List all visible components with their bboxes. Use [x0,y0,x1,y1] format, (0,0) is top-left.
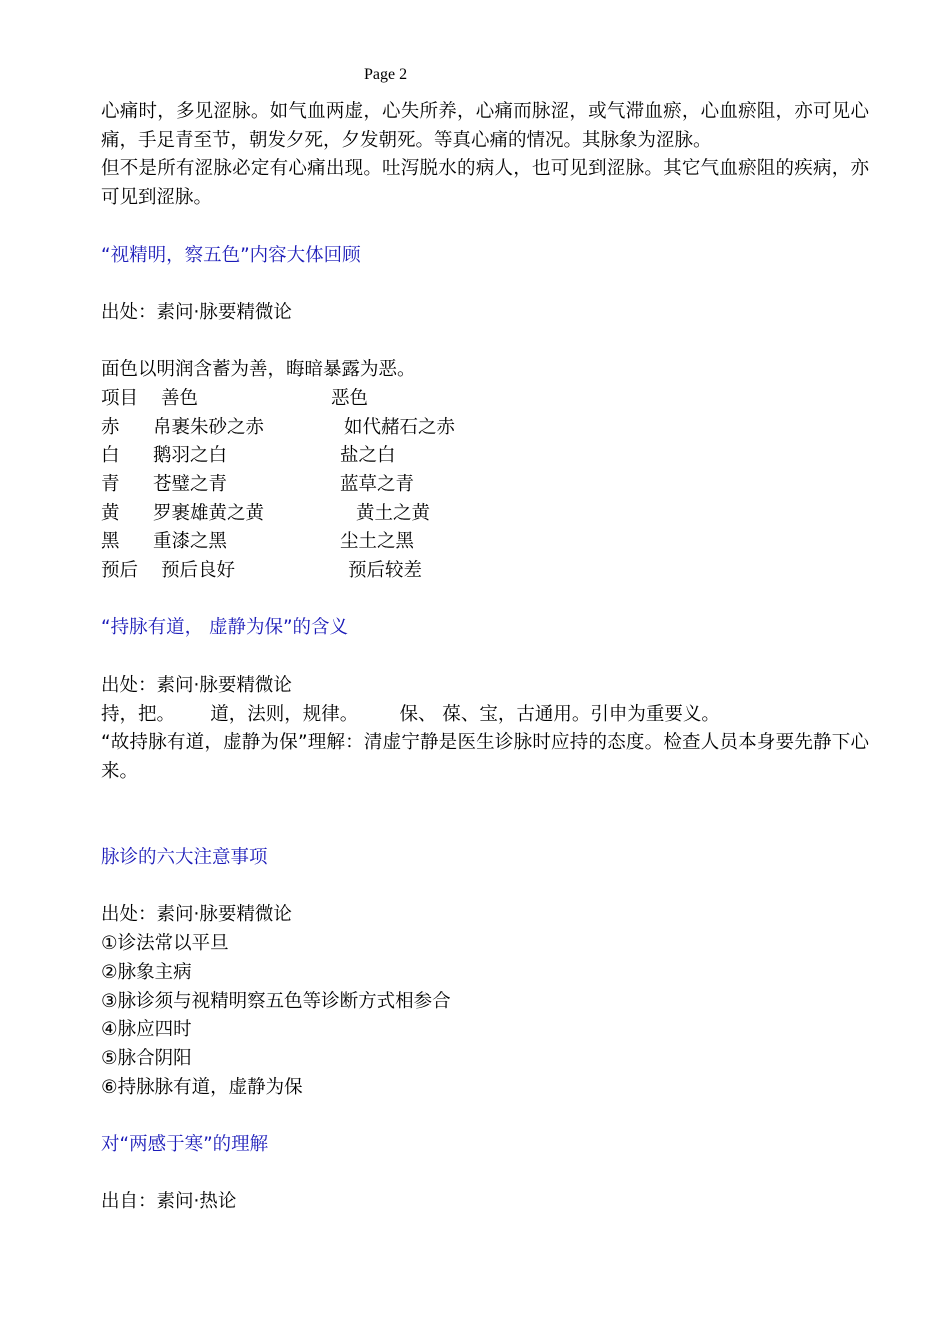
table-cell: 苍璧之青 [153,474,228,496]
table-row [101,500,869,529]
list-item: ①诊法常以平旦 [101,933,229,955]
table-cell: 帛裹朱砂之赤 [153,416,265,438]
table-cell: 罗裹雄黄之黄 [153,502,265,524]
document-body [101,98,869,1217]
table-row [101,442,869,471]
table-cell: 预后良好 [161,560,236,582]
table-cell: 尘土之黑 [340,531,415,553]
list-item: ④脉应四时 [101,1019,192,1041]
table-cell: 鹅羽之白 [153,445,228,467]
color-table [101,385,869,586]
table-header-cell: 恶色 [331,387,369,409]
section-heading-six-notes: 脉诊的六大注意事项 [101,847,268,869]
source-line: 出处：素问·脉要精微论 [101,674,292,696]
table-header-cell: 项目 [101,387,139,409]
list-item: ⑤脉合阴阳 [101,1047,192,1069]
list-item: ⑥持脉脉有道，虚静为保 [101,1076,303,1098]
table-cell: 预后 [101,560,139,582]
table-row [101,471,869,500]
section-heading-pulse-principle: “持脉有道， 虚静为保”的含义 [101,617,349,639]
definition-line: 持，把。 道，法则，规律。 保、 葆、宝，古通用。引申为重要义。 [101,703,720,725]
section-heading-five-colors: “视精明，察五色”内容大体回顾 [101,244,361,266]
source-line: 出处：素问·脉要精微论 [101,301,292,323]
page-number: Page 2 [364,66,408,83]
table-row [101,414,869,443]
color-table-header [101,385,869,414]
table-cell: 预后较差 [348,560,423,582]
table-cell: 黄 [101,502,120,524]
section-heading-cold-infection: 对“两感于寒”的理解 [101,1134,269,1156]
table-cell: 赤 [101,416,120,438]
table-row [101,528,869,557]
table-cell: 盐之白 [340,445,396,467]
list-item: ②脉象主病 [101,961,192,983]
table-header-cell: 善色 [161,387,199,409]
list-item: ③脉诊须与视精明察五色等诊断方式相参合 [101,990,451,1012]
table-cell: 重漆之黑 [153,531,228,553]
summary-line: 面色以明润含蓄为善，晦暗暴露为恶。 [101,359,416,381]
table-row [101,557,869,586]
intro-paragraph-2: 但不是所有涩脉必定有心痛出现。吐泻脱水的病人，也可见到涩脉。其它气血瘀阻的疾病，亦可见到涩脉。 [101,158,869,209]
source-line: 出处：素问·脉要精微论 [101,904,292,926]
explanation-paragraph: “故持脉有道，虚静为保”理解：清虚宁静是医生诊脉时应持的态度。检查人员本身要先静下心来。 [101,732,869,782]
table-cell: 黑 [101,531,120,553]
source-line: 出自：素问·热论 [101,1191,237,1213]
intro-paragraph-1: 心痛时，多见涩脉。如气血两虚，心失所养，心痛而脉涩，或气滞血瘀，心血瘀阻，亦可见心痛，手足青至节，朝发夕死，夕发朝死。等真心痛的情况。其脉象为涩脉。 [101,101,869,151]
table-cell: 黄土之黄 [356,502,431,524]
table-cell: 如代赭石之赤 [344,416,456,438]
table-cell: 青 [101,474,120,496]
table-cell: 白 [101,445,120,467]
table-cell: 蓝草之青 [340,474,415,496]
